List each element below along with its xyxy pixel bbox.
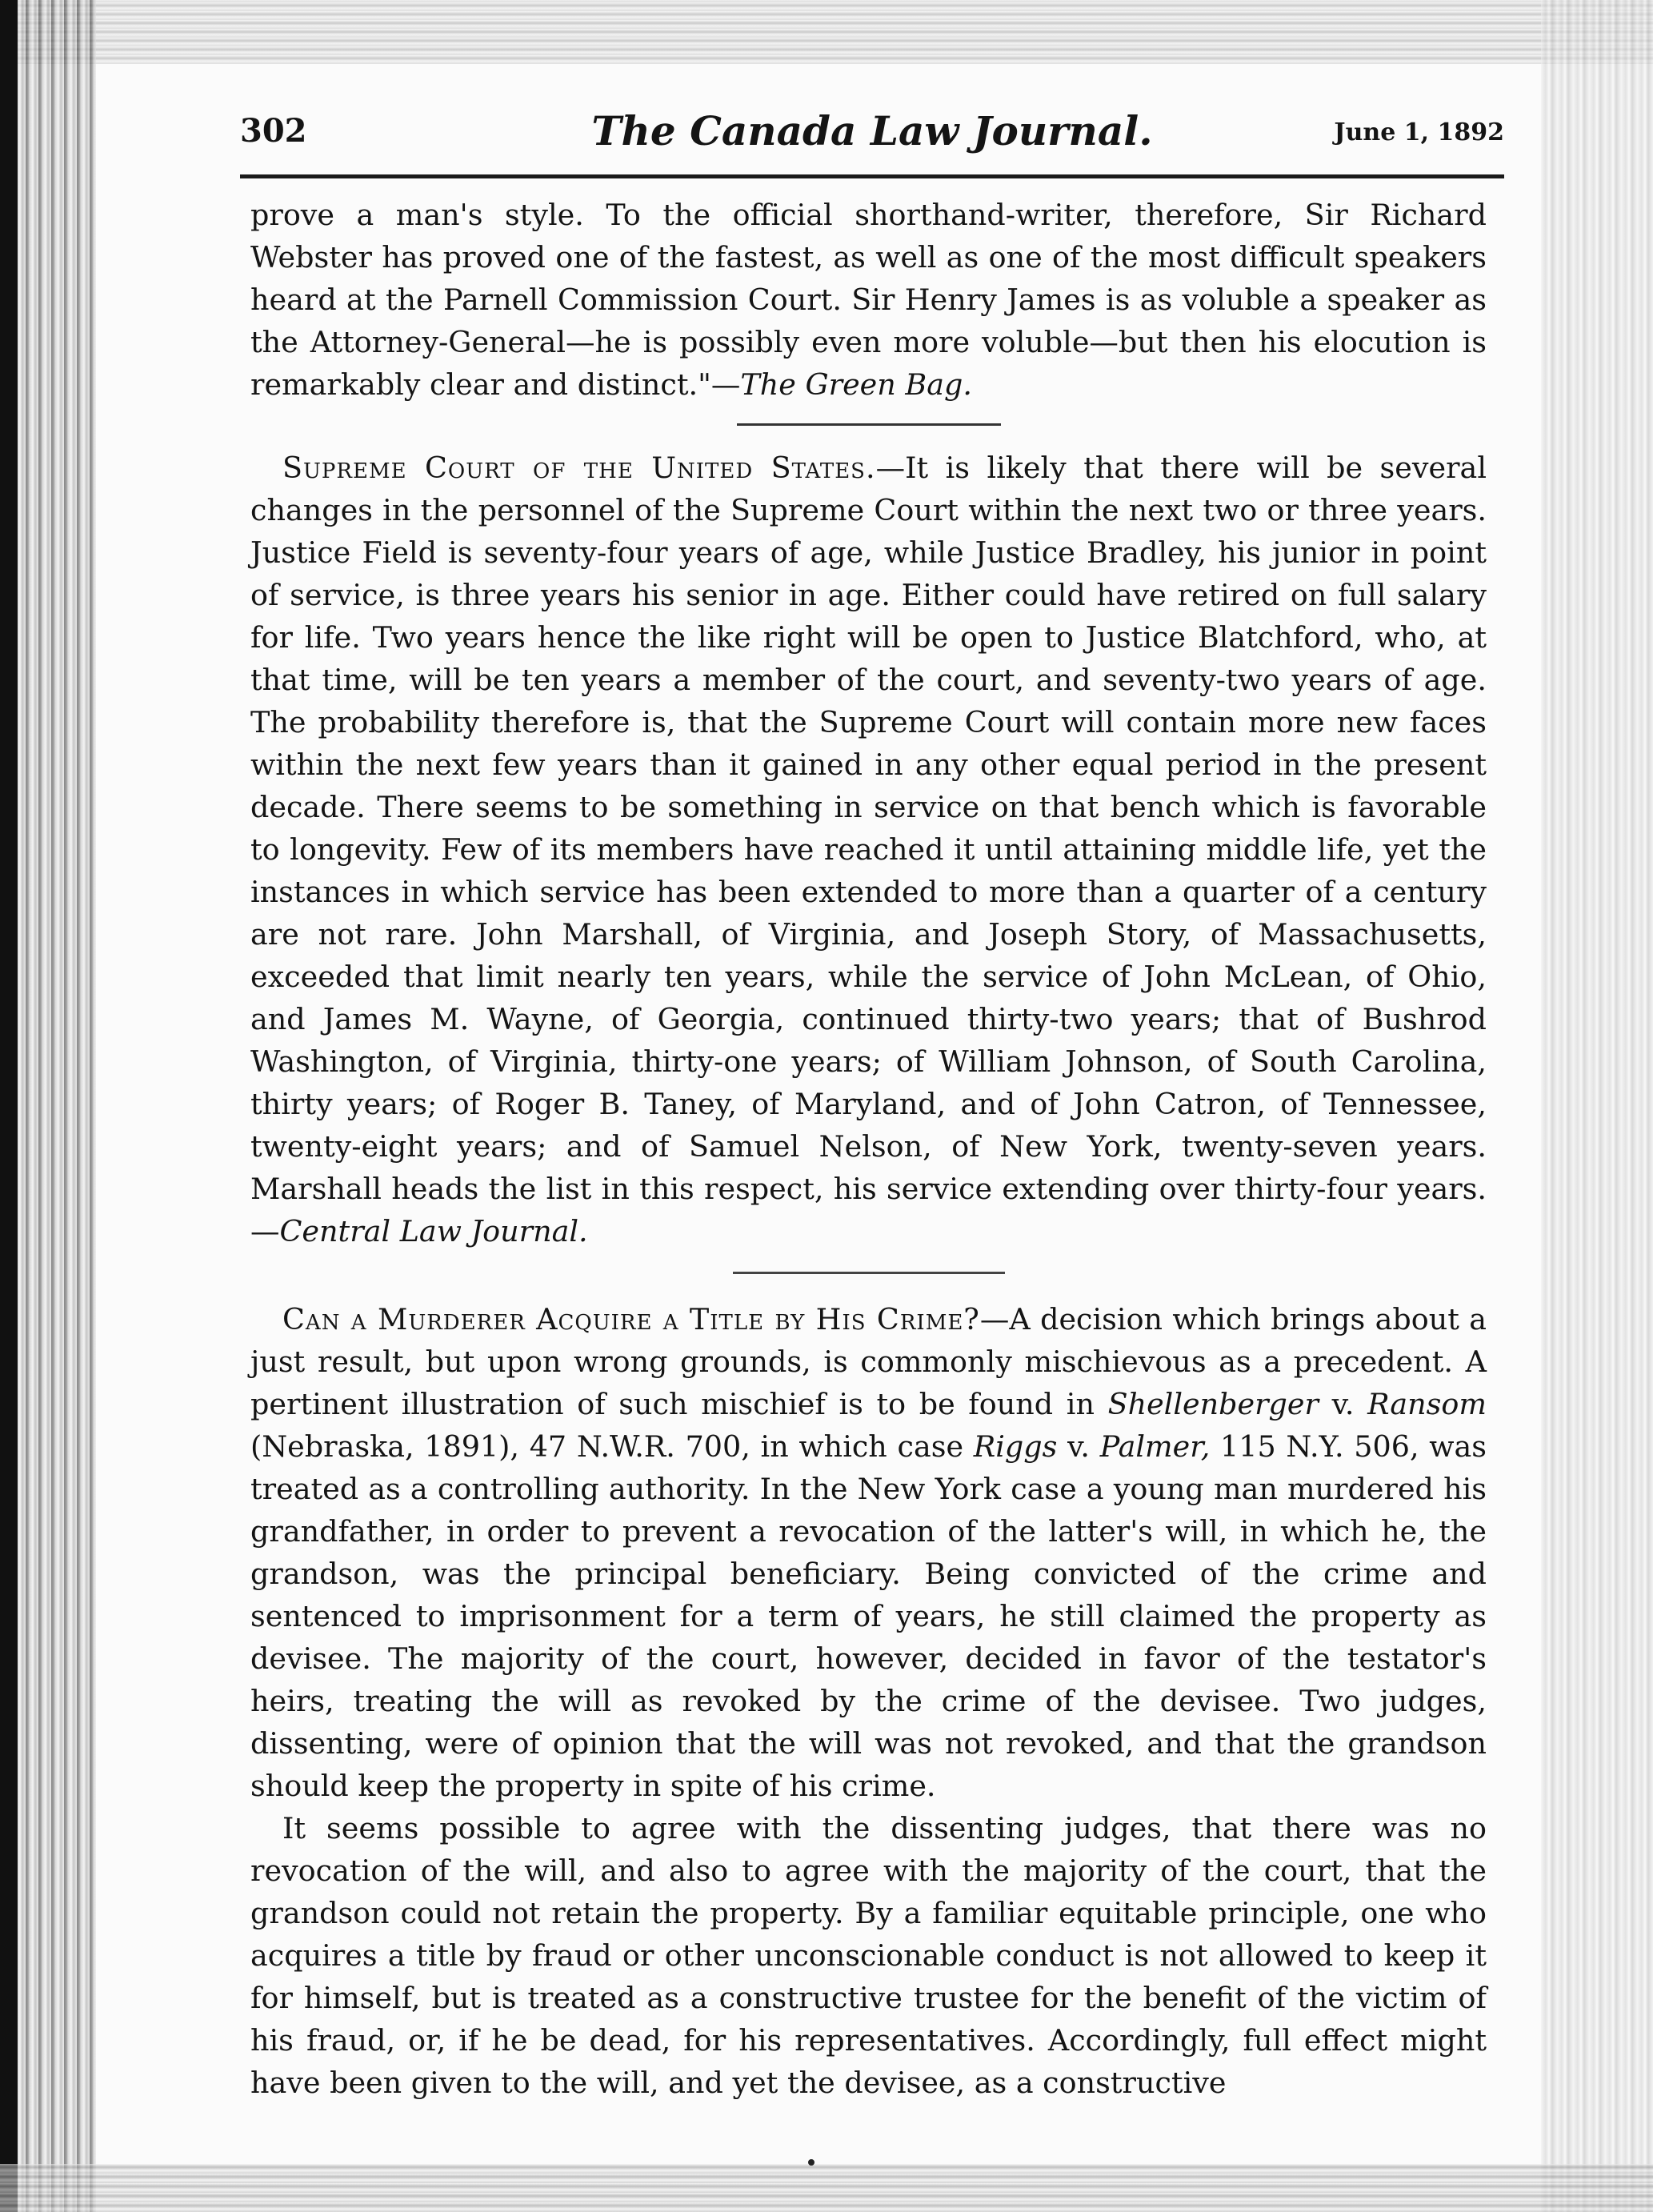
article-body [250,194,1487,2104]
scan-edge-bottom [0,2164,1653,2212]
source-central-law-journal: Central Law Journal. [279,1214,588,1248]
case-name-palmer: Palmer, [1099,1429,1211,1464]
scan-edge-left-dark [0,0,18,2212]
paragraph-supreme-court [250,447,1487,1252]
paragraph-murderer-text-c: 115 N.Y. 506, was treated as a controlling authority. In the New York case a young man murdered his grandfather, in order to prevent a revocation of the latter's will, in which he, the grandson, was the principal beneficiary. Being convicted of the crime and sentenced to imprisonment for a term of years, he still claimed the property as devisee. The majority of the court, however, decided in favor of the testator's heirs, treating the will as revoked by the crime of the devisee. Two judges, dissenting, were of opinion that the will was not revoked, and that the grandson should keep the property in spite of his crime. [250,1429,1487,1803]
journal-title: The Canada Law Journal. [591,107,1153,154]
paragraph-constructive-trustee-text: It seems possible to agree with the dissenting judges, that there was no revocation of the will, and also to agree with the majority of the court, that the grandson could not retain the property. By a familiar equitable principle, one who acquires a title by fraud or other unconscionable conduct is not allowed to keep it for himself, but is treated as a constructive trustee for the benefit of the victim of his fraud, or, if he be dead, for his representatives. Accordingly, full effect might have been given to the will, and yet the devisee, as a constructive [250,1811,1487,2100]
scan-speck [808,2159,814,2166]
case-versus: v. [1318,1387,1368,1421]
issue-date: June 1, 1892 [1334,118,1504,146]
case-name-shellenberger: Shellenberger [1107,1387,1319,1421]
paragraph-shorthand-text: prove a man's style. To the official shorthand-writer, therefore, Sir Richard Webster has proved one of the fastest, as well as one of the most difficult speakers heard at the Parnell Commission Court. Sir Henry James is as voluble a speaker as the Attorney-General—he is possibly even more voluble—but then his elocution is remarkably clear and distinct."— [250,198,1487,402]
case-name-ransom: Ransom [1367,1387,1487,1421]
paragraph-murderer-title [250,1298,1487,1807]
paragraph-murderer-text-b: (Nebraska, 1891), 47 N.W.R. 700, in which case [250,1429,974,1464]
scan-edge-right [1541,0,1653,2212]
page-number: 302 [240,112,307,150]
case-versus: v. [1057,1429,1100,1464]
paragraph-murderer-text-a: —A decision which brings about a just result, but upon wrong grounds, is commonly mischievous as a precedent. A pertinent illustration of such mischief is to be found in [250,1302,1487,1421]
scan-edge-top [0,0,1653,64]
case-name-riggs: Riggs [973,1429,1058,1464]
source-green-bag: The Green Bag. [740,367,972,402]
paragraph-constructive-trustee [250,1807,1487,2104]
paragraph-shorthand [250,194,1487,406]
section-divider [737,423,1001,426]
header-rule [240,174,1504,178]
paragraph-supreme-court-text: —It is likely that there will be several changes in the personnel of the Supreme Court within the next two or three years. Justice Field is seventy-four years of age, while Justice Bradley, his junior in point of service, is three years his senior in age. Either could have retired on full salary for life. Two years hence the like right will be open to Justice Blatchford, who, at that time, will be ten years a member of the court, and seventy-two years of age. The probability therefore is, that the Supreme Court will contain more new faces within the next few years than it gained in any other equal period in the present decade. There seems to be something in service on that bench which is favorable to longevity. Few of its members have reached it until attaining middle life, yet the instances in which service has been extended to more than a quarter of a century are not rare. John Marshall, of Virginia, and Joseph Story, of Massachusetts, exceeded that limit nearly ten years, while the service of John McLean, of Ohio, and James M. Wayne, of Georgia, continued thirty-two years; that of Bushrod Washington, of Virginia, thirty-one years; of William Johnson, of South Carolina, thirty years; of Roger B. Taney, of Maryland, and of John Catron, of Tennessee, twenty-eight years; and of Samuel Nelson, of New York, twenty-seven years. Marshall heads the list in this respect, his service extending over thirty-four years.— [250,451,1487,1248]
section-divider [733,1272,1005,1274]
section-heading-supreme-court: Supreme Court of the United States. [282,451,876,485]
running-header [240,104,1504,160]
section-heading-murderer: Can a Murderer Acquire a Title by His Crime? [282,1302,980,1336]
